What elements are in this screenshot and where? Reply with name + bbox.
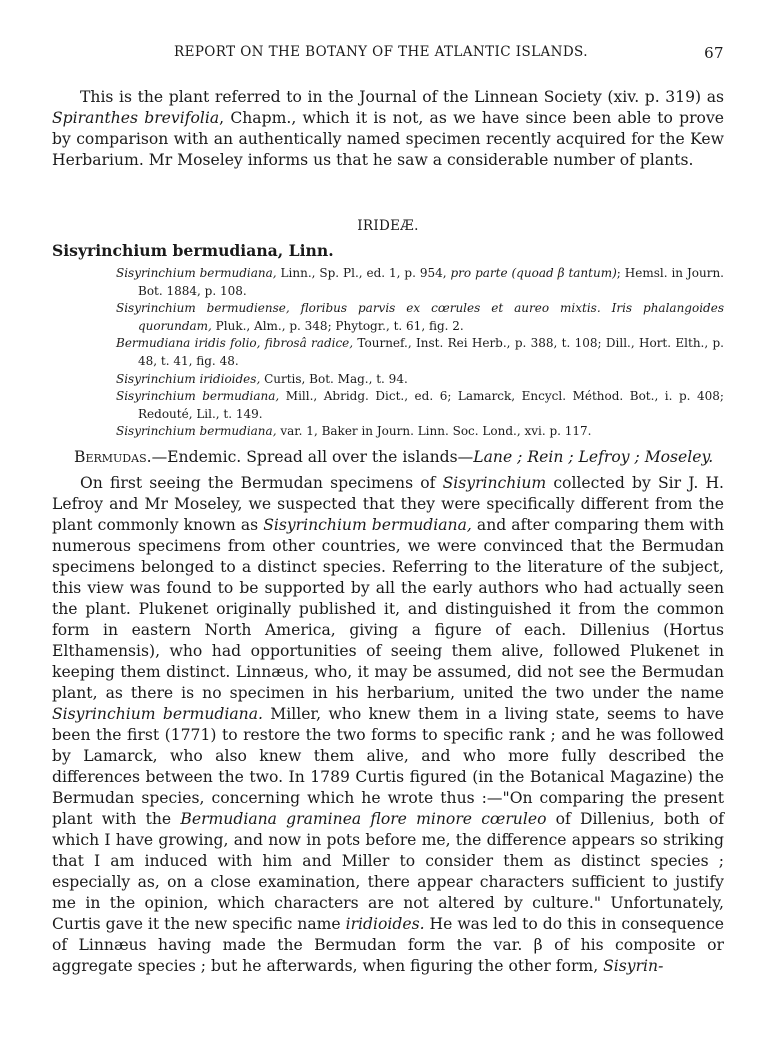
synonym-name: Sisyrinchium bermudiana, [116, 389, 280, 404]
synonym-entry [116, 335, 724, 370]
intro-text-2: , Chapm., which it is not, as we have since been able to prove by comparison with an authentically named specimen recently acquired for the Kew Herbarium. Mr Moseley informs us that he saw a considerable number of plants. [52, 109, 724, 169]
synonym-entry [116, 265, 724, 300]
intro-paragraph [52, 87, 724, 171]
running-header [52, 44, 724, 66]
body-italic-4: Bermudiana graminea flore minore cœruleo [180, 810, 547, 828]
page-number: 67 [704, 44, 724, 62]
synonym-note: pro parte (quoad β tantum) [450, 266, 617, 280]
intro-text-1: This is the plant referred to in the Journal of the Linnean Society (xiv. p. 319) as [80, 88, 724, 106]
body-italic-3: Sisyrinchium bermudiana. [52, 705, 263, 723]
synonym-entry [116, 300, 724, 335]
distribution-line [74, 448, 724, 466]
collector-list: Lane ; Rein ; Lefroy ; Moseley. [473, 448, 714, 466]
synonym-citation: Mill., Abridg. Dict., ed. 6; Lamarck, Encycl. Méthod. Bot., i. p. 408; Redouté, Lil., t. 149. [138, 389, 724, 421]
body-text-3: and after comparing them with numerous specimens from other countries, we were convinced that the Bermudan specimens belonged to a distinct species. Referring to the literature of the subject, this view was found to be supported by all the early authors who had actually seen the plant. Plukenet originally published it, and distinguished it from the common form in eastern North America, giving a figure of each. Dillenius (Hortus Elthamensis), who had opportunities of seeing them alive, followed Plukenet in keeping them distinct. Linnæus, who, it may be assumed, did not see the Bermudan plant, as there is no specimen in his herbarium, united the two under the name [52, 516, 724, 702]
body-italic-2: Sisyrinchium bermudiana, [263, 516, 472, 534]
synonym-name: Bermudiana iridis folio, fibrosâ radice, [116, 336, 354, 351]
species-heading: Sisyrinchium bermudiana, Linn. [52, 241, 334, 260]
body-text-5: of Dillenius, both of which I have growing, and now in pots before me, the difference appears so striking that I am induced with him and Miller to consider them as distinct species ; especially as, on a close examination, there appear characters sufficient to justify me in the opinion, which characters are not altered by culture." Unfortunately, Curtis gave it the new specific name [52, 810, 724, 933]
body-text-1: On first seeing the Bermudan specimens of [80, 474, 443, 492]
synonym-citation-2: ; Hemsl. in Journ. Bot. 1884, p. 108. [138, 266, 724, 298]
synonym-citation: Curtis, Bot. Mag., t. 94. [260, 371, 408, 386]
synonym-list [116, 265, 724, 441]
body-italic-1: Sisyrinchium [442, 474, 547, 492]
body-text-2: collected by Sir J. H. Lefroy and Mr Moseley, we suspected that they were specifically different from the plant commonly known as [52, 474, 724, 534]
synonym-name: Sisyrinchium iridioides, [116, 371, 261, 386]
synonym-name: Sisyrinchium bermudiana, [116, 266, 277, 280]
body-paragraph [52, 473, 724, 977]
section-heading: IRIDEÆ. [357, 218, 419, 234]
body-italic-5: iridioides. [345, 915, 425, 933]
intro-italic-1: Spiranthes brevifolia [52, 109, 220, 127]
body-text-6: He was led to do this in consequence of Linnæus having made the Bermudan form the var. β of his composite or aggregate species ; but he afterwards, when figuring the other form, [52, 915, 724, 975]
synonym-entry [116, 423, 724, 441]
synonym-citation: Linn., Sp. Pl., ed. 1, p. 954, [276, 266, 451, 280]
distribution-text: .—Endemic. Spread all over the islands— [146, 448, 474, 466]
body-text-4: Miller, who knew them in a living state, seems to have been the first (1771) to restore the two forms to specific rank ; and he was followed by Lamarck, who also knew them alive, and who more fully described the differences between the two. In 1789 Curtis figured (in the Botanical Magazine) the Bermudan species, concerning which he wrote thus :—"On comparing the present plant with the [52, 705, 724, 828]
synonym-entry [116, 371, 724, 389]
synonym-name: Sisyrinchium bermudiana, [116, 424, 277, 439]
region-name: Bermudas [74, 448, 147, 466]
synonym-citation: var. 1, Baker in Journ. Linn. Soc. Lond., xvi. p. 117. [276, 424, 592, 439]
synonym-citation: Pluk., Alm., p. 348; Phytogr., t. 61, fig. 2. [211, 318, 464, 333]
synonym-entry [116, 388, 724, 423]
header-title: REPORT ON THE BOTANY OF THE ATLANTIC ISLANDS. [174, 44, 588, 60]
synonym-name: Sisyrinchium bermudiense, floribus parvis ex cœrules et aureo mixtis. Iris phalangoides quorundam, [116, 301, 724, 333]
body-italic-6: Sisyrin- [603, 957, 664, 975]
synonym-citation: Tournef., Inst. Rei Herb., p. 388, t. 108; Dill., Hort. Elth., p. 48, t. 41, fig. 48. [138, 336, 724, 368]
